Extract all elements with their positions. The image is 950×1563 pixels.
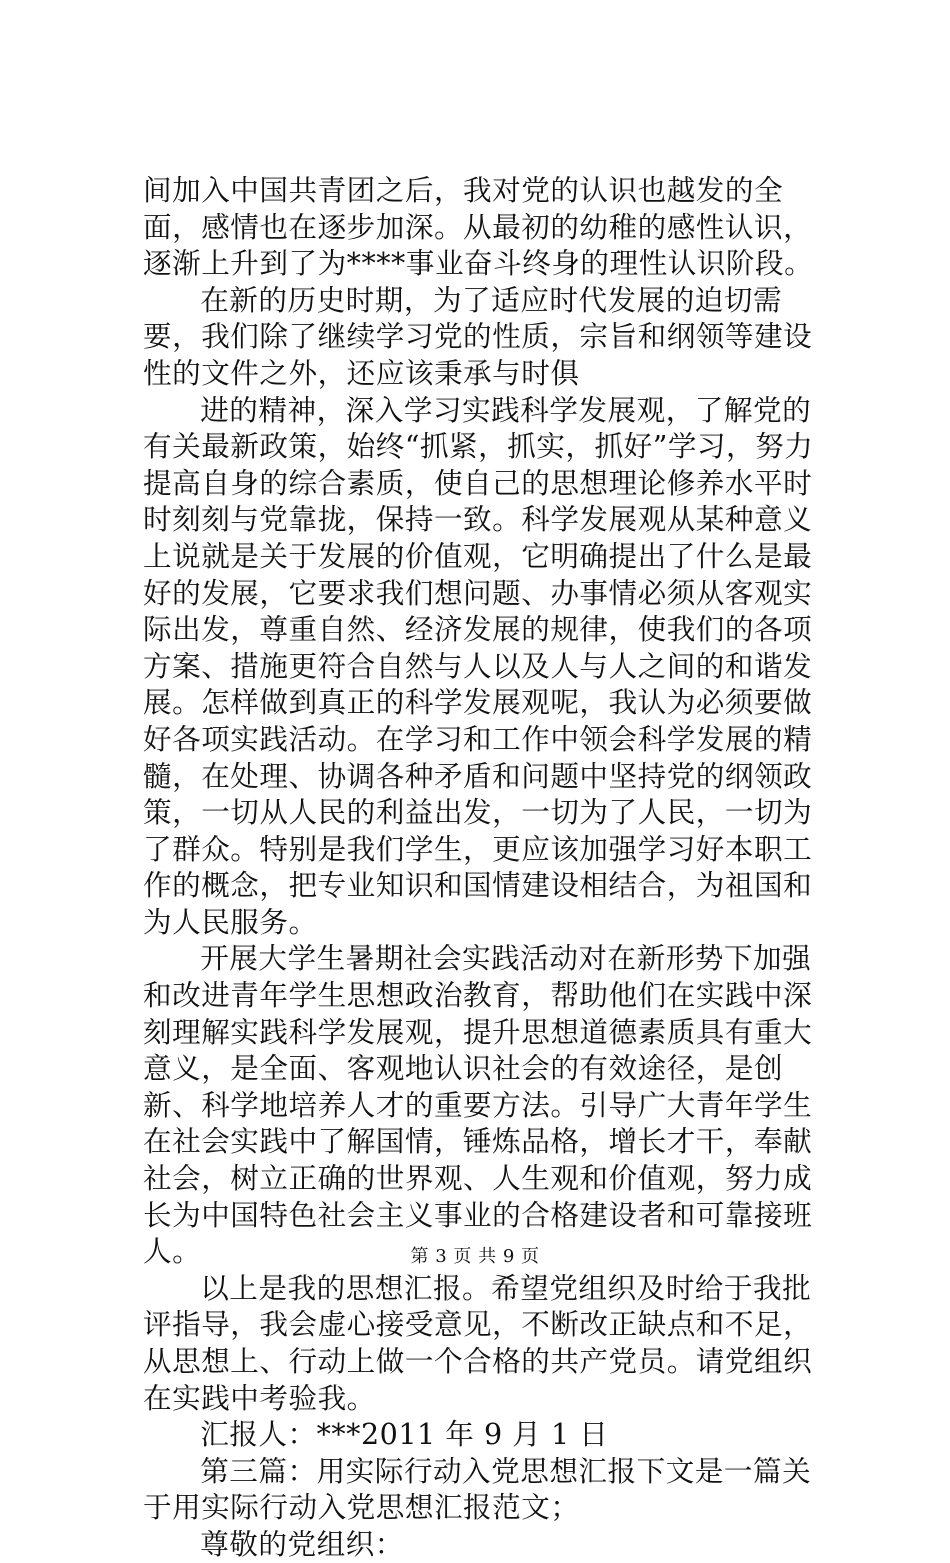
paragraph-5: 以上是我的思想汇报。希望党组织及时给于我批评指导，我会虚心接受意见，不断改正缺点和不足，从思想上、行动上做一个合格的共产党员。请党组织在实践中考验我。 (143, 1270, 813, 1415)
paragraph-1: 间加入中国共青团之后，我对党的认识也越发的全面，感情也在逐步加深。从最初的幼稚的感性认识，逐渐上升到了为****事业奋斗终身的理性认识阶段。 (143, 173, 814, 281)
signature-line: 汇报人：***2011 年 9 月 1 日 (200, 1417, 609, 1452)
salutation: 尊敬的党组织： (200, 1526, 404, 1561)
paragraph-4: 开展大学生暑期社会实践活动对在新形势下加强和改进青年学生思想政治教育，帮助他们在实践中深刻理解实践科学发展观，提升思想道德素质具有重大意义，是全面、客观地认识社会的有效途径，是创新、科学地培养人才的重要方法。引导广大青年学生在社会实践中了解国情，锤炼品格，增长才干，奉献社会，树立正确的世界观、人生观和价值观，努力成长为中国特色社会主义事业的合格建设者和可靠接班人。 (143, 941, 813, 1269)
paragraph-2: 在新的历史时期，为了适应时代发展的迫切需要，我们除了继续学习党的性质，宗旨和纲领等建设性的文件之外，还应该秉承与时俱 (143, 282, 813, 390)
section-heading: 第三篇：用实际行动入党思想汇报下文是一篇关于用实际行动入党思想汇报范文； (143, 1453, 812, 1525)
paragraph-3: 进的精神，深入学习实践科学发展观，了解党的有关最新政策，始终“抓紧，抓实，抓好”学习，努力提高自身的综合素质，使自己的思想理论修养水平时时刻刻与党靠拢，保持一致。科学发展观从某种意义上说就是关于发展的价值观，它明确提出了什么是最好的发展，它要求我们想问题、办事情必须从客观实际出发，尊重自然、经济发展的规律，使我们的各项方案、措施更符合自然与人以及人与人之间的和谐发展。怎样做到真正的科学发展观呢，我认为必须要做好各项实践活动。在学习和工作中领会科学发展的精髓，在处理、协调各种矛盾和问题中坚持党的纲领政策，一切从人民的利益出发，一切为了人民，一切为了群众。特别是我们学生，更应该加强学习好本职工作的概念，把专业知识和国情建设相结合，为祖国和为人民服务。 (143, 392, 814, 939)
document-body (143, 172, 833, 1563)
page-number-footer: 第 3 页 共 9 页 (410, 1246, 540, 1267)
